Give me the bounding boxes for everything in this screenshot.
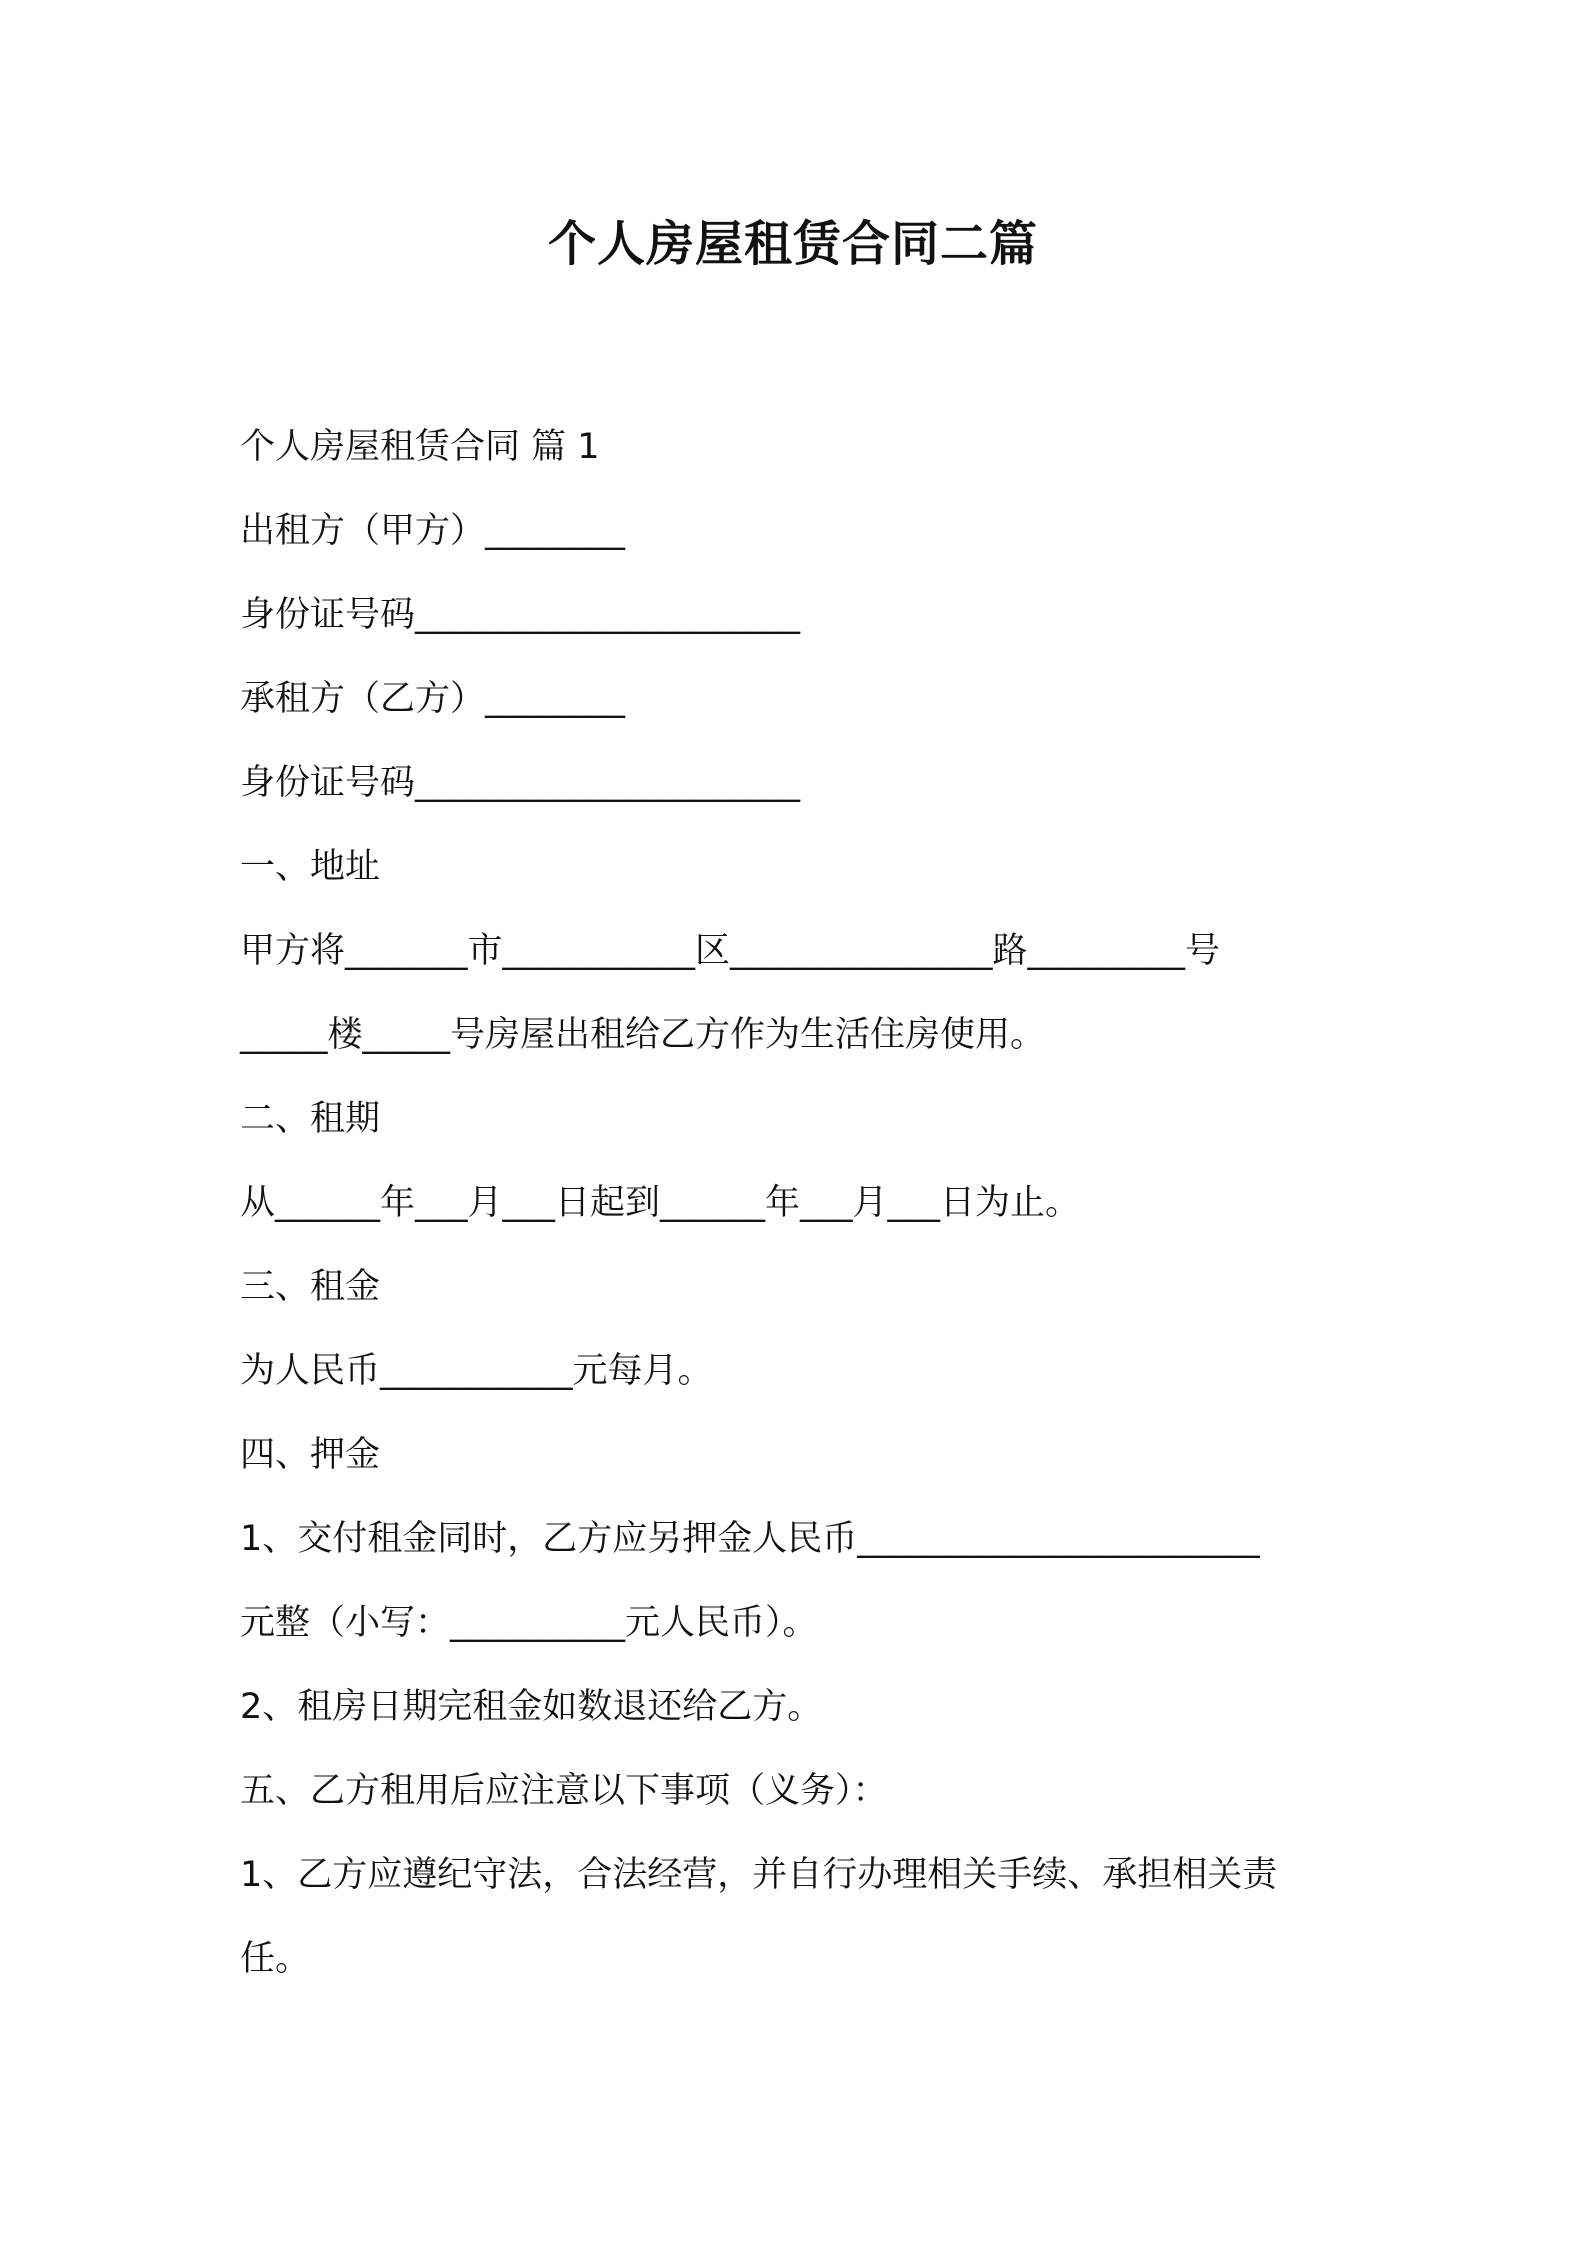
obligation-line-1: 1、乙方应遵纪守法，合法经营，并自行办理相关手续、承担相关责 xyxy=(240,1855,1278,1895)
address-line-1: 甲方将_______市___________区_______________路_________号 xyxy=(240,931,1221,971)
section-heading-part-1: 个人房屋租赁合同 篇 1 xyxy=(240,427,600,467)
document-body xyxy=(240,405,1360,2001)
clause-heading-address: 一、地址 xyxy=(240,847,381,887)
lessee-id-field: 身份证号码______________________ xyxy=(240,763,801,803)
obligation-line-2: 任。 xyxy=(240,1939,311,1979)
address-line-2: _____楼_____号房屋出租给乙方作为生活住房使用。 xyxy=(240,1015,1046,1055)
deposit-line-2: 元整（小写：__________元人民币）。 xyxy=(240,1603,818,1643)
deposit-line-1: 1、交付租金同时，乙方应另押金人民币_______________________ xyxy=(240,1519,1260,1559)
lessor-id-field: 身份证号码______________________ xyxy=(240,595,801,635)
clause-heading-rent: 三、租金 xyxy=(240,1267,381,1307)
clause-heading-deposit: 四、押金 xyxy=(240,1435,381,1475)
document-title: 个人房屋租赁合同二篇 xyxy=(547,216,1038,272)
deposit-line-3: 2、租房日期完租金如数退还给乙方。 xyxy=(240,1687,823,1727)
term-line: 从______年___月___日起到______年___月___日为止。 xyxy=(240,1183,1081,1223)
clause-heading-obligations: 五、乙方租用后应注意以下事项（义务）： xyxy=(240,1771,888,1811)
lessee-field: 承租方（乙方）________ xyxy=(240,679,626,719)
rent-line: 为人民币___________元每月。 xyxy=(240,1351,713,1391)
lessor-field: 出租方（甲方）________ xyxy=(240,511,626,551)
clause-heading-term: 二、租期 xyxy=(240,1099,381,1139)
